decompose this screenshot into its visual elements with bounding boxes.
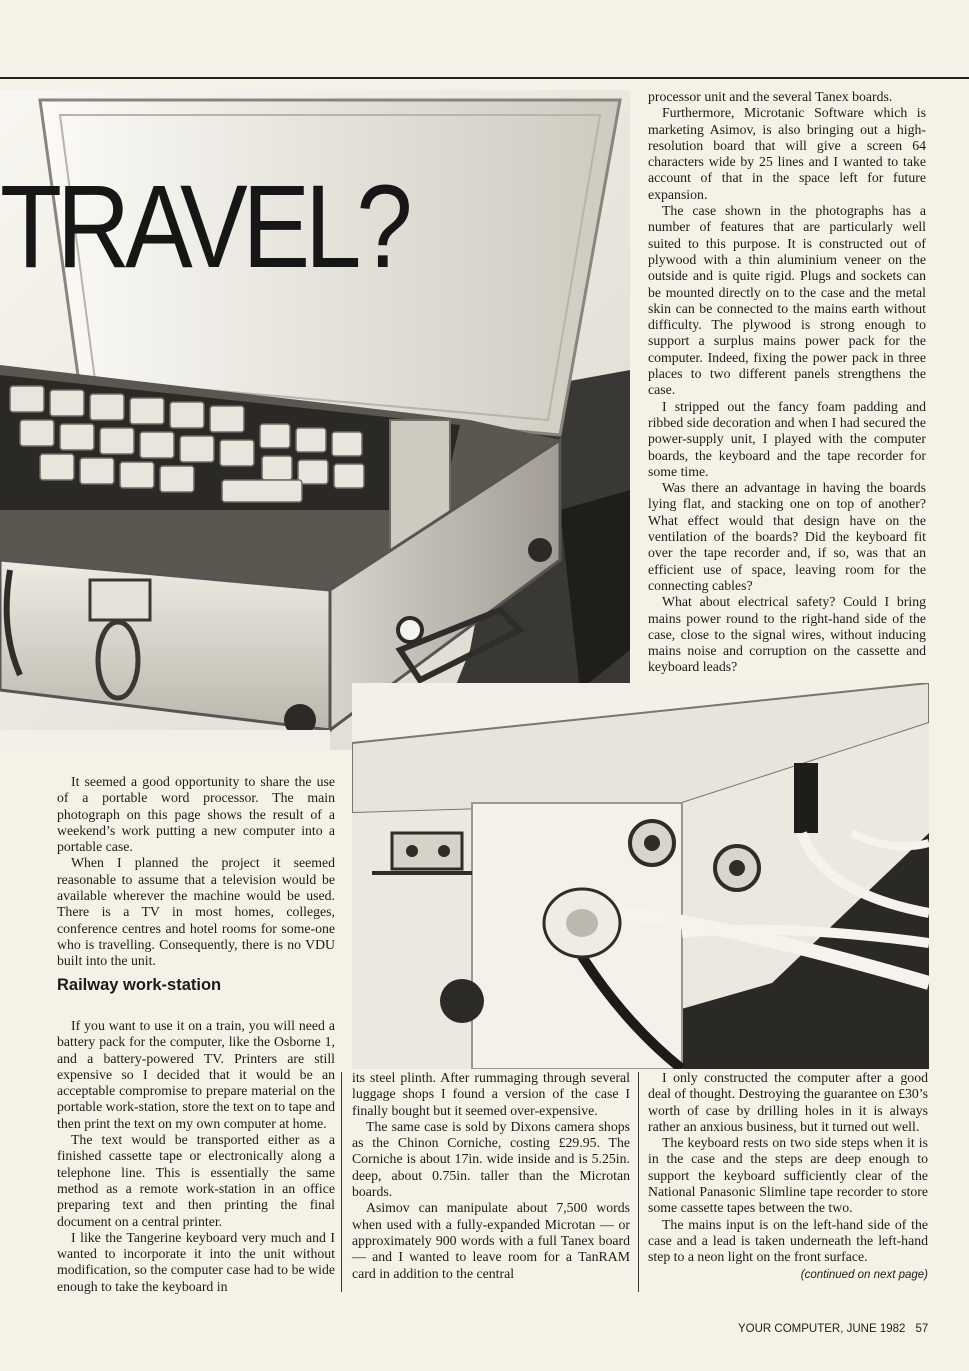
page-footer — [738, 1323, 928, 1335]
paragraph: I only constructed the computer after a good deal of thought. Destroying the guarantee on £30’s worth of case by drilling holes in it is always rather an anxious business, but it turned out well. — [648, 1070, 928, 1134]
column-rule — [638, 1072, 639, 1292]
paragraph: If you want to use it on a train, you will need a battery pack for the computer, like the Osborne 1, and a battery-powered TV. Printers are still expensive so I decided that it would be an acceptable compromise to prepare material on the portable work-station, store the text on to tape and then print the text on my own computer at home. — [57, 1018, 335, 1131]
headline: TRAVEL? — [0, 161, 408, 293]
column-right-bottom — [648, 1070, 928, 1283]
column-left-upper — [57, 774, 335, 970]
paragraph: It seemed a good opportunity to share the use of a portable word processor. The main photograph on this page shows the result of a weekend’s work putting a new computer into a portable case. — [57, 774, 335, 855]
publication-line: YOUR COMPUTER, JUNE 1982 — [738, 1323, 906, 1335]
column-middle — [352, 1070, 630, 1282]
paragraph: I stripped out the fancy foam padding and ribbed side decoration and when I had secured the power-supply unit, I played with the computer boards, the keyboard and the tape recorder for some time. — [648, 398, 926, 479]
paragraph: I like the Tangerine keyboard very much and I wanted to incorporate it into the unit without modification, so the computer case had to be wide enough to take the keyboard in — [57, 1229, 335, 1294]
paragraph: What about electrical safety? Could I bring mains power round to the right-hand side of the case, close to the signal wires, without inducing mains noise and corruption on the cassette and keyboard leads? — [648, 594, 926, 675]
top-rule — [0, 77, 969, 79]
continued-note: (continued on next page) — [800, 1268, 928, 1281]
column-rule — [341, 1072, 342, 1292]
subheading: Railway work-station — [57, 976, 222, 994]
page-number: 57 — [915, 1323, 929, 1335]
column-right-top — [648, 89, 926, 676]
paragraph: The text would be transported either as a finished cassette tape or electronically along a telephone line. This is essentially the same method as a remote work-station in an office preparing text and then printing the final document on a central printer. — [57, 1132, 335, 1229]
paragraph: its steel plinth. After rummaging through several luggage shops I found a version of the case I finally bought but it seemed over-expensive. — [352, 1070, 630, 1118]
paragraph: The keyboard rests on two side steps when it is in the case and the steps are deep enough to support the keyboard sufficiently clear of the National Panasonic Slimline tape recorder to store some cassette tapes between the two. — [648, 1135, 928, 1216]
column-left-lower — [57, 1018, 335, 1295]
paragraph: The mains input is on the left-hand side of the case and a lead is taken underneath the left-hand step to a neon light on the front surface. — [648, 1216, 928, 1265]
second-photograph — [352, 683, 929, 1069]
paragraph: processor unit and the several Tanex boards. — [648, 89, 893, 104]
paragraph: The same case is sold by Dixons camera shops as the Chinon Corniche, costing £29.95. The Corniche is about 17in. wide inside and is 5.25in. deep, about 0.75in. taller than the Microtan boards. — [352, 1118, 630, 1200]
paragraph: The case shown in the photographs has a number of features that are particularly well suited to this purpose. It is constructed out of plywood with a thin aluminium veneer on the outside and is quite rigid. Plugs and sockets can be mounted directly on to the case and the metal skin can be connected to the mains earth without difficulty. The plywood is strong enough to support a surplus mains power pack for the computer. Indeed, fixing the power pack in three places to two different panels strengthens the case. — [648, 203, 926, 398]
paragraph: Was there an advantage in having the boards lying flat, and stacking one on top of another? What effect would that design have on the ventilation of the boards? Did the keyboard fit over the tape recorder and, if so, was that an efficient use of space, leaving room for the connecting cables? — [648, 480, 926, 593]
paragraph: Furthermore, Microtanic Software which is marketing Asimov, is also bringing out a high-resolution board that will give a screen 64 characters wide by 25 lines and I wanted to take account of that in the space left for future expansion. — [648, 105, 926, 202]
paragraph: When I planned the project it seemed reasonable to assume that a television would be available wherever the machine would be used. There is a TV in most homes, colleges, conference centres and hotel rooms for some-one who is travelling. Consequently, there is no VDU built into the unit. — [57, 855, 335, 969]
paragraph: Asimov can manipulate about 7,500 words when used with a fully-expanded Microtan — or approximately 900 words with a full Tanex board — and I wanted to leave room for a TanRAM card in addition to the central — [352, 1200, 630, 1281]
